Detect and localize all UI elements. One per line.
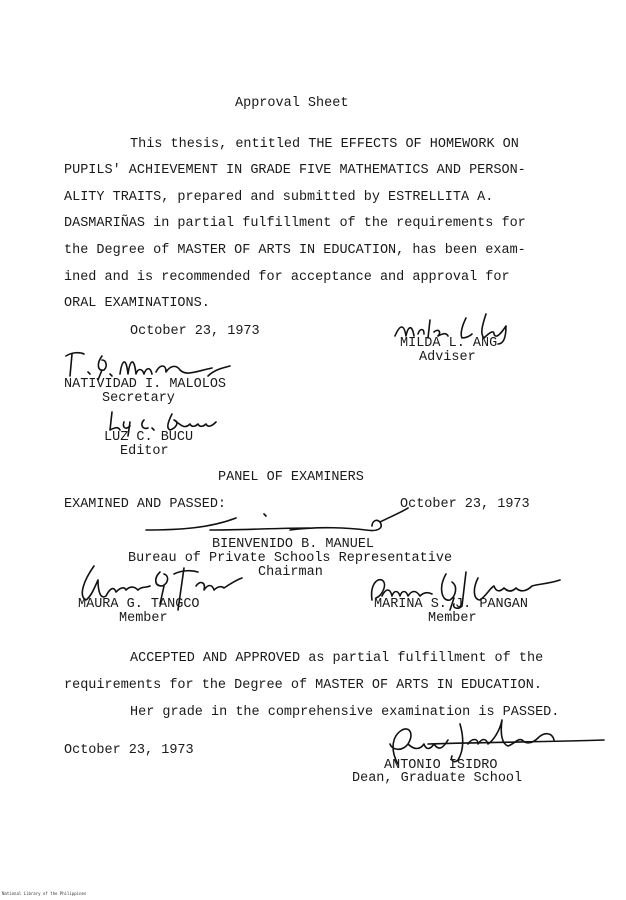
member2-name: MARINA S. J. PANGAN [374, 597, 528, 612]
secretary-role: Secretary [102, 391, 175, 406]
intro-line-4: DASMARIÑAS in partial fulfillment of the requirements for [64, 216, 526, 231]
date-panel: October 23, 1973 [400, 497, 530, 512]
dean-role: Dean, Graduate School [352, 771, 523, 786]
accepted-line-1: ACCEPTED AND APPROVED as partial fulfillment of the [130, 651, 544, 666]
intro-line-1: This thesis, entitled THE EFFECTS OF HOMEWORK ON [130, 137, 519, 152]
editor-name: LUZ C. BUCU [104, 430, 194, 445]
editor-role: Editor [120, 444, 169, 459]
chairman-role: Chairman [258, 565, 323, 580]
member1-role: Member [119, 611, 168, 626]
accepted-line-3: Her grade in the comprehensive examination is PASSED. [130, 705, 560, 720]
examined-label: EXAMINED AND PASSED: [64, 497, 227, 512]
secretary-name: NATIVIDAD I. MALOLOS [64, 377, 227, 392]
date-bottom: October 23, 1973 [64, 743, 194, 758]
chairman-org: Bureau of Private Schools Representative [128, 551, 453, 566]
member2-role: Member [428, 611, 477, 626]
adviser-name: MILDA L. ANG [400, 336, 498, 351]
dean-name: ANTONIO ISIDRO [384, 758, 498, 773]
chairman-signature [140, 508, 410, 538]
panel-heading: PANEL OF EXAMINERS [218, 470, 364, 485]
adviser-role: Adviser [419, 350, 476, 365]
document-title: Approval Sheet [235, 96, 349, 111]
member1-name: MAURA G. TANGCO [78, 597, 200, 612]
accepted-line-2: requirements for the Degree of MASTER OF ARTS IN EDUCATION. [64, 678, 542, 693]
intro-line-6: ined and is recommended for acceptance and approval for [64, 270, 510, 285]
intro-line-5: the Degree of MASTER OF ARTS IN EDUCATION, has been exam- [64, 243, 526, 258]
intro-line-3: ALITY TRAITS, prepared and submitted by ESTRELLITA A. [64, 190, 494, 205]
date-top: October 23, 1973 [130, 324, 260, 339]
footer-text: National Library of the Philippines [2, 891, 87, 896]
intro-line-7: ORAL EXAMINATIONS. [64, 296, 210, 311]
chairman-name: BIENVENIDO B. MANUEL [212, 537, 375, 552]
intro-line-2: PUPILS' ACHIEVEMENT IN GRADE FIVE MATHEMATICS AND PERSON- [64, 163, 526, 178]
